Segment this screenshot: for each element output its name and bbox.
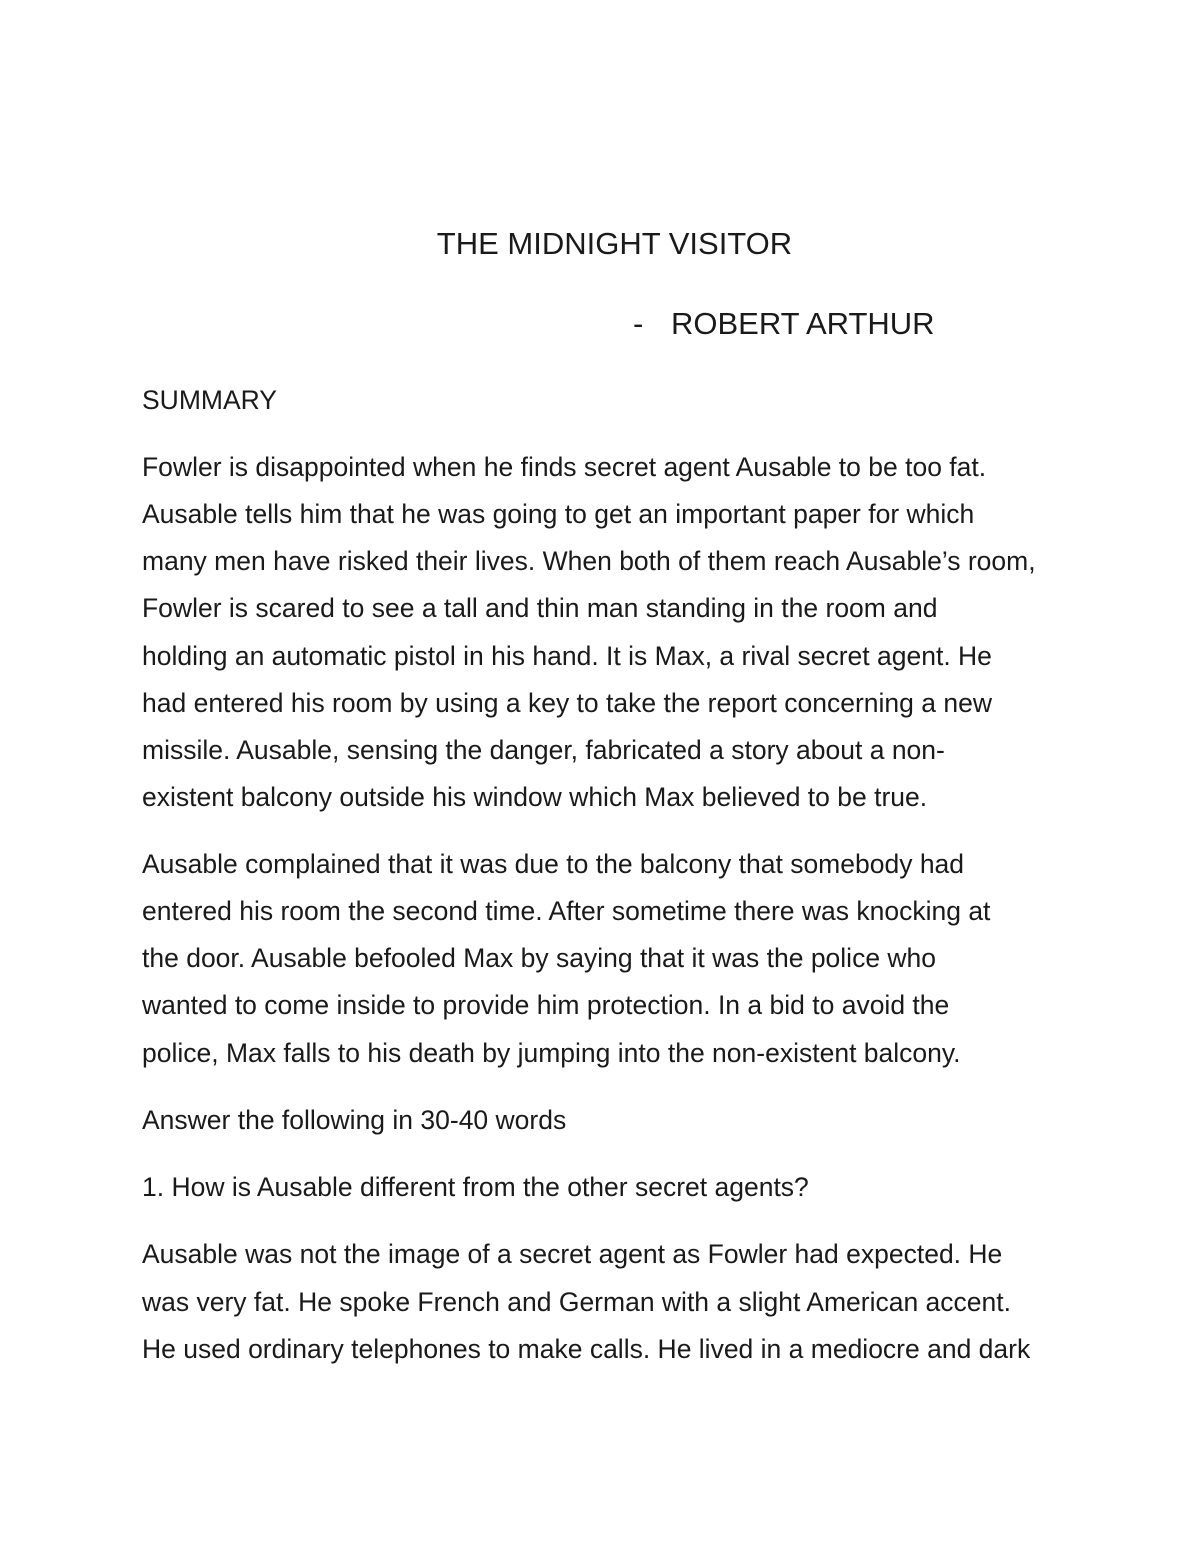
- summary-p2-line: Ausable complained that it was due to the balcony that somebody had: [142, 849, 965, 879]
- answer-1-line: Ausable was not the image of a secret agent as Fowler had expected. He: [142, 1239, 1003, 1269]
- answer-1-line: He used ordinary telephones to make calls. He lived in a mediocre and dark: [142, 1334, 1031, 1364]
- summary-p2-line: police, Max falls to his death by jumping into the non-existent balcony.: [142, 1038, 961, 1068]
- summary-p1-line: existent balcony outside his window which Max believed to be true.: [142, 782, 928, 812]
- summary-p2-line: wanted to come inside to provide him protection. In a bid to avoid the: [142, 990, 950, 1020]
- question-1: 1. How is Ausable different from the other secret agents?: [142, 1172, 809, 1202]
- author-name: ROBERT ARTHUR: [671, 306, 935, 341]
- instruction-text: Answer the following in 30-40 words: [142, 1105, 567, 1135]
- summary-p1-line: Ausable tells him that he was going to get an important paper for which: [142, 499, 975, 529]
- summary-p1-line: Fowler is disappointed when he finds secret agent Ausable to be too fat.: [142, 452, 987, 482]
- author-dash: -: [633, 306, 644, 341]
- summary-p1-line: Fowler is scared to see a tall and thin man standing in the room and: [142, 593, 938, 623]
- section-heading: SUMMARY: [142, 385, 277, 415]
- summary-p1-line: holding an automatic pistol in his hand. It is Max, a rival secret agent. He: [142, 641, 992, 671]
- document-title: THE MIDNIGHT VISITOR: [436, 226, 793, 261]
- summary-p1-line: had entered his room by using a key to take the report concerning a new: [142, 688, 992, 718]
- answer-1-line: was very fat. He spoke French and German with a slight American accent.: [142, 1287, 1012, 1317]
- summary-p1-line: many men have risked their lives. When both of them reach Ausable’s room,: [142, 546, 1036, 576]
- summary-p2-line: entered his room the second time. After sometime there was knocking at: [142, 896, 991, 926]
- summary-p2-line: the door. Ausable befooled Max by saying that it was the police who: [142, 943, 937, 973]
- author-byline: [633, 306, 935, 342]
- summary-p1-line: missile. Ausable, sensing the danger, fabricated a story about a non-: [142, 735, 945, 765]
